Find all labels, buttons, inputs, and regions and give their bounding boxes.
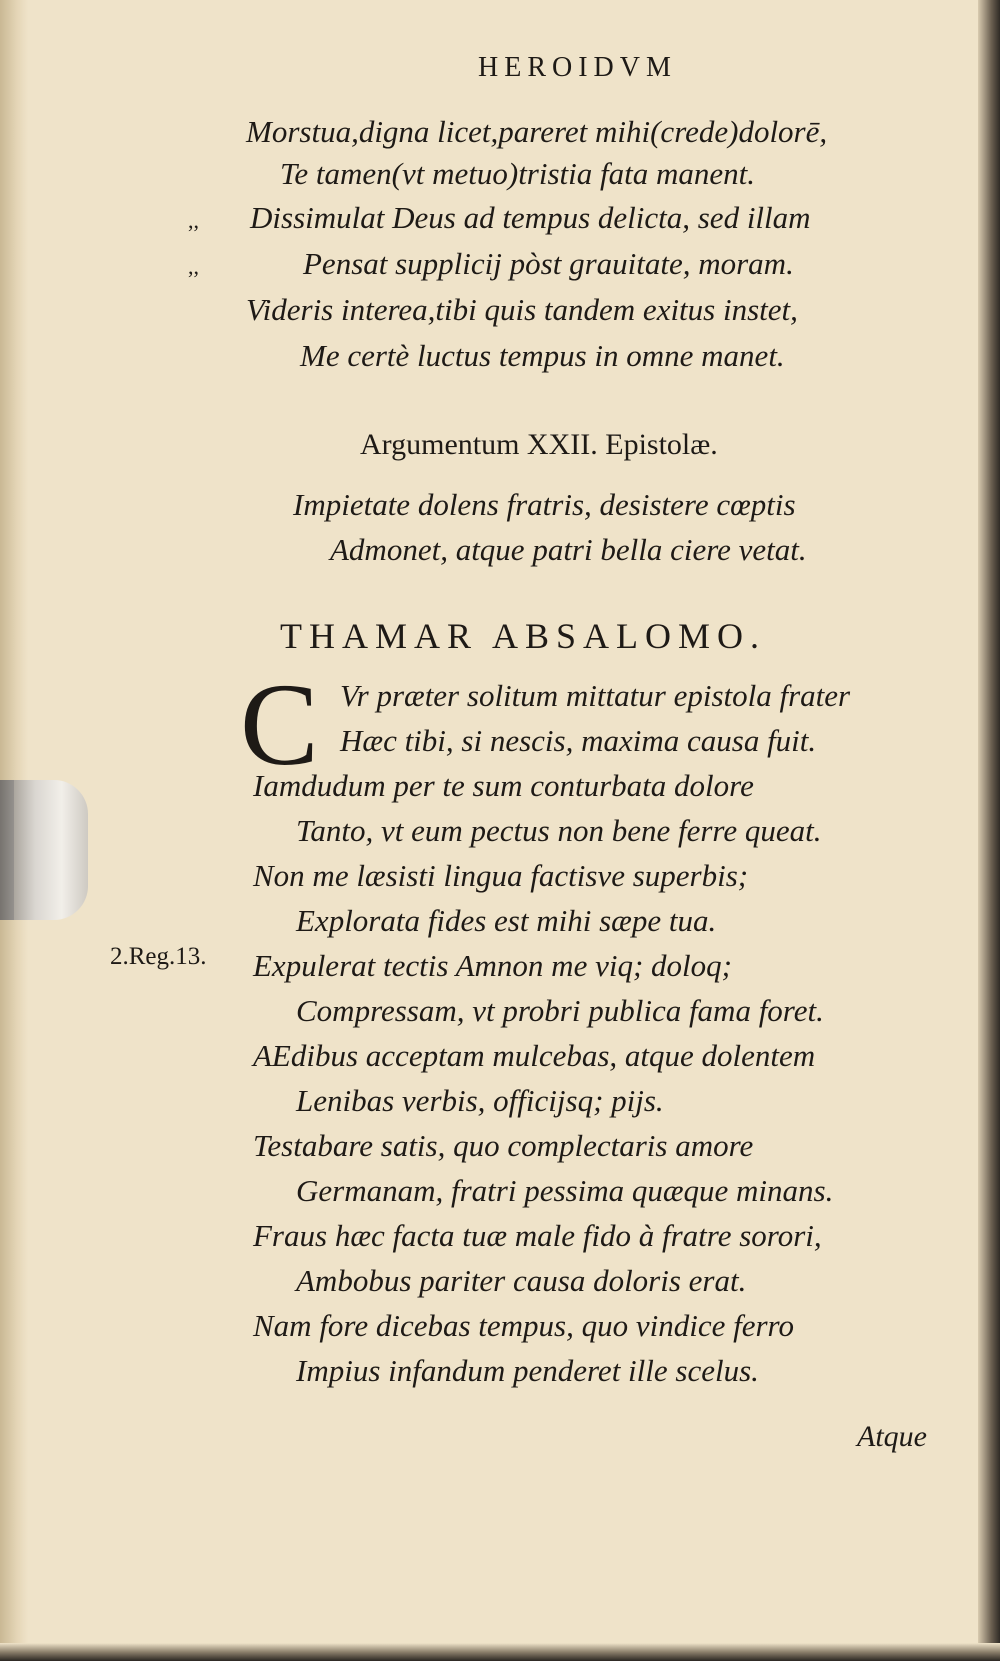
verse-line: Morstua,digna licet,pareret mihi(crede)dolorē, [246, 114, 828, 149]
verse-line: Dissimulat Deus ad tempus delicta, sed illam [250, 200, 811, 235]
drop-cap: C [240, 659, 319, 790]
epistle-line: AEdibus acceptam mulcebas, atque dolentem [253, 1038, 816, 1073]
epistle-line: Iamdudum per te sum conturbata dolore [253, 768, 754, 803]
epistle-line: Nam fore dicebas tempus, quo vindice ferro [253, 1308, 794, 1343]
epistle-line: Fraus hæc facta tuæ male fido à fratre sorori, [253, 1218, 822, 1253]
verse-line: Me certè luctus tempus in omne manet. [300, 338, 785, 373]
epistle-line: Impius infandum penderet ille scelus. [296, 1353, 759, 1388]
epistle-line: Germanam, fratri pessima quæque minans. [296, 1173, 834, 1208]
quotation-marker: ,, [188, 208, 199, 233]
page-bottom-edge [0, 1643, 1000, 1661]
running-header: HEROIDVM [478, 52, 677, 83]
epistle-line: Vr præter solitum mittatur epistola frater [340, 678, 851, 713]
epistle-line: Hæc tibi, si nescis, maxima causa fuit. [340, 723, 817, 758]
epistle-line: Lenibas verbis, officijsq; pijs. [296, 1083, 664, 1118]
argument-line: Impietate dolens fratris, desistere cœptis [293, 487, 796, 522]
book-clip [0, 780, 88, 920]
epistle-line: Testabare satis, quo complectaris amore [253, 1128, 754, 1163]
epistle-line: Expulerat tectis Amnon me viq; doloq; [253, 948, 732, 983]
catchword: Atque [857, 1420, 927, 1453]
verse-line: Videris interea,tibi quis tandem exitus instet, [246, 292, 798, 327]
epistle-line: Compressam, vt probri publica fama foret. [296, 993, 824, 1028]
quotation-marker: ,, [188, 254, 199, 279]
epistle-line: Tanto, vt eum pectus non bene ferre queat. [296, 813, 822, 848]
epistle-line: Explorata fides est mihi sæpe tua. [296, 903, 717, 938]
epistle-title: THAMAR ABSALOMO. [280, 616, 767, 656]
verse-line: Pensat supplicij pòst grauitate, moram. [303, 246, 794, 281]
epistle-line: Non me læsisti lingua factisve superbis; [253, 858, 749, 893]
marginal-reference: 2.Reg.13. [110, 943, 207, 970]
verse-line: Te tamen(vt metuo)tristia fata manent. [280, 156, 756, 191]
argument-line: Admonet, atque patri bella ciere vetat. [330, 532, 807, 567]
page-edge [978, 0, 1000, 1661]
argument-heading: Argumentum XXII. Epistolæ. [360, 428, 718, 461]
epistle-line: Ambobus pariter causa doloris erat. [296, 1263, 747, 1298]
